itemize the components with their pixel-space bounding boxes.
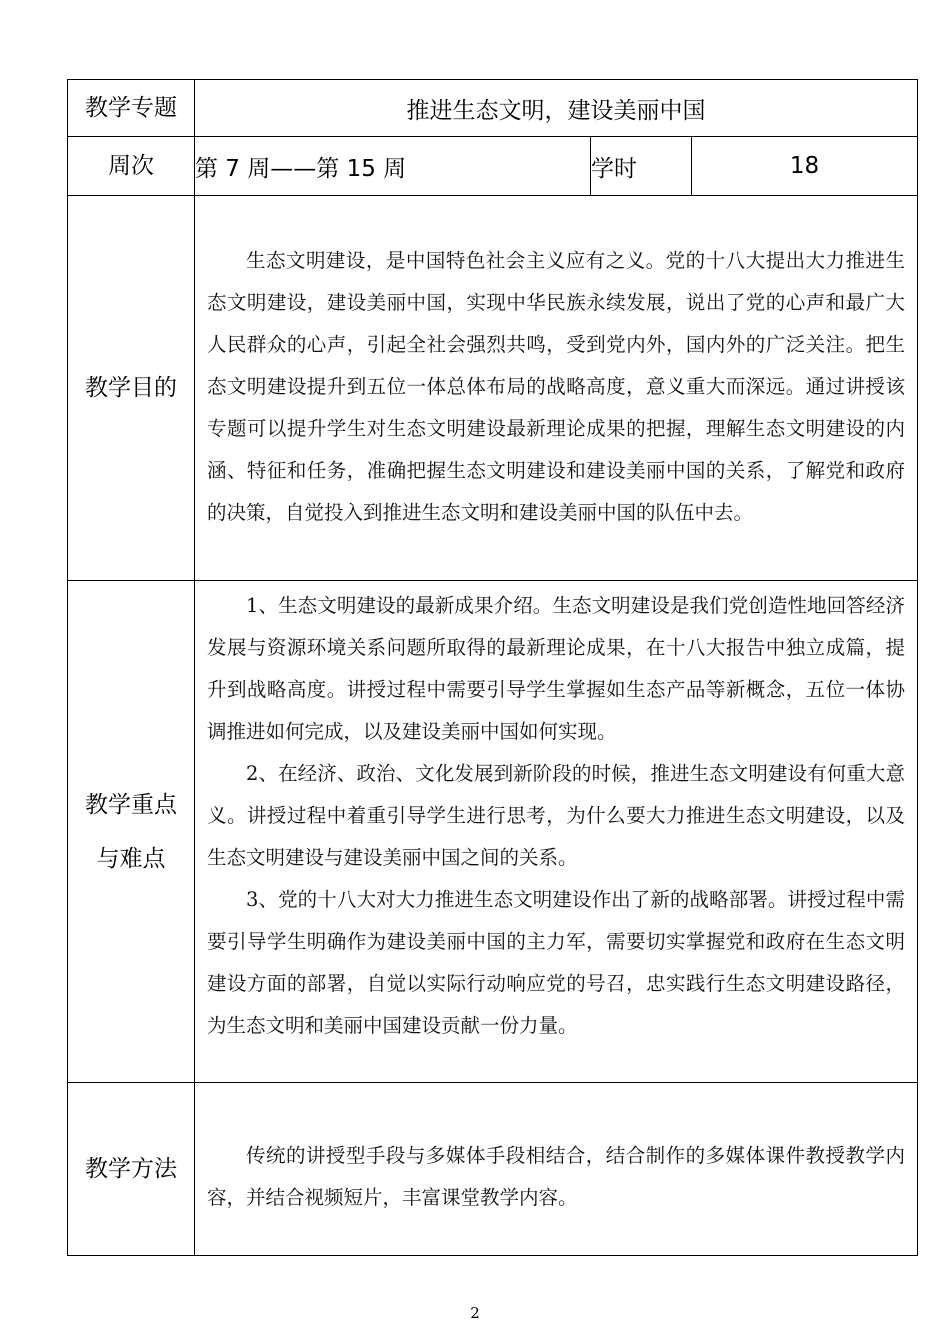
week-row <box>68 137 918 196</box>
week-value: 第 7 周——第 15 周 <box>195 137 591 196</box>
method-text: 传统的讲授型手段与多媒体手段相结合，结合制作的多媒体课件教授教学内容，并结合视频短片，丰富课堂教学内容。 <box>207 1144 905 1209</box>
week-label: 周次 <box>68 137 195 196</box>
keypoints-label-line1: 教学重点 <box>85 791 177 818</box>
goal-row <box>68 196 918 581</box>
keypoints-cell <box>195 581 918 1083</box>
keypoint-item: 1、生态文明建设的最新成果介绍。生态文明建设是我们党创造性地回答经济发展与资源环境关系问题所取得的最新理论成果，在十八大报告中独立成篇，提升到战略高度。讲授过程中需要引导学生掌握如生态产品等新概念，五位一体协调推进如何完成，以及建设美丽中国如何实现。 <box>207 594 905 743</box>
keypoints-label-line2: 与难点 <box>96 845 166 872</box>
keypoint-item: 2、在经济、政治、文化发展到新阶段的时候，推进生态文明建设有何重大意义。讲授过程中着重引导学生进行思考，为什么要大力推进生态文明建设，以及生态文明建设与建设美丽中国之间的关系。 <box>207 762 905 869</box>
method-row <box>68 1083 918 1256</box>
topic-label: 教学专题 <box>68 80 195 137</box>
topic-value: 推进生态文明，建设美丽中国 <box>195 80 918 137</box>
page-number: 2 <box>470 1304 480 1322</box>
topic-row <box>68 80 918 137</box>
method-label: 教学方法 <box>68 1083 195 1256</box>
hours-label: 学时 <box>591 137 692 196</box>
method-cell <box>195 1083 918 1256</box>
goal-label: 教学目的 <box>68 196 195 581</box>
keypoint-item: 3、党的十八大对大力推进生态文明建设作出了新的战略部署。讲授过程中需要引导学生明确作为建设美丽中国的主力军，需要切实掌握党和政府在生态文明建设方面的部署，自觉以实际行动响应党的号召，忠实践行生态文明建设路径，为生态文明和美丽中国建设贡献一份力量。 <box>207 888 905 1037</box>
goal-cell <box>195 196 918 581</box>
hours-value: 18 <box>692 137 918 196</box>
goal-text: 生态文明建设，是中国特色社会主义应有之义。党的十八大提出大力推进生态文明建设，建设美丽中国，实现中华民族永续发展，说出了党的心声和最广大人民群众的心声，引起全社会强烈共鸣，受到党内外，国内外的广泛关注。把生态文明建设提升到五位一体总体布局的战略高度，意义重大而深远。通过讲授该专题可以提升学生对生态文明建设最新理论成果的把握，理解生态文明建设的内涵、特征和任务，准确把握生态文明建设和建设美丽中国的关系，了解党和政府的决策，自觉投入到推进生态文明和建设美丽中国的队伍中去。 <box>207 249 905 524</box>
lesson-plan-table <box>67 79 918 1256</box>
keypoints-label <box>68 581 195 1083</box>
keypoints-row <box>68 581 918 1083</box>
